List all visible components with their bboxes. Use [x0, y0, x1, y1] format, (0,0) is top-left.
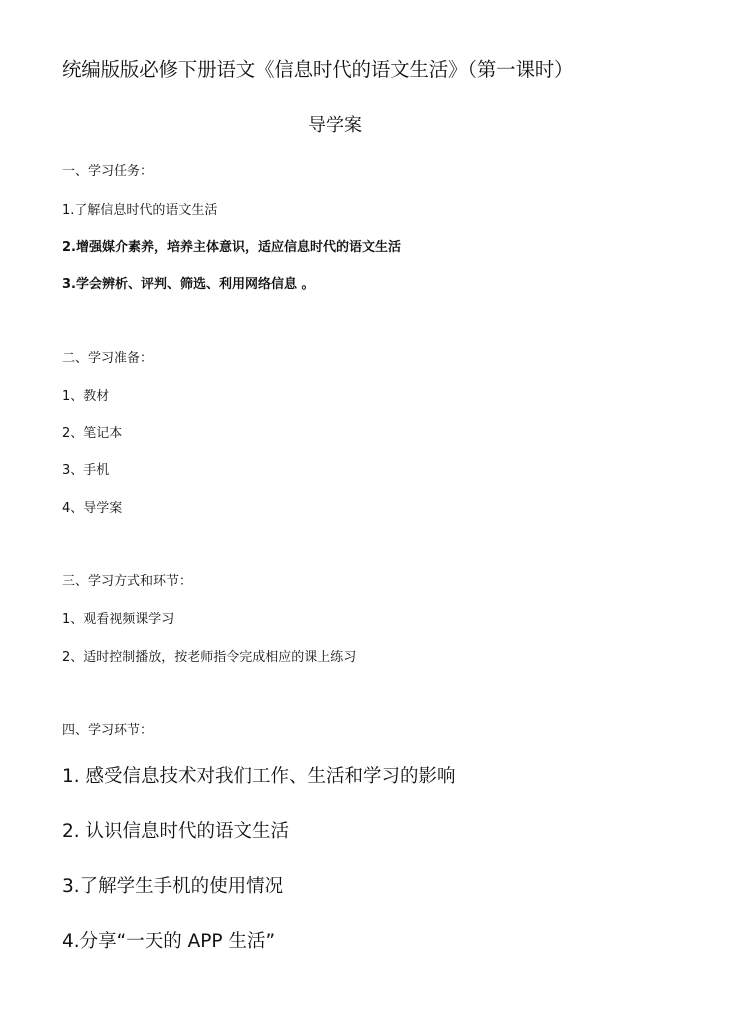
step-item: 2. 认识信息时代的语文生活 — [62, 821, 290, 842]
step-item: 4.分享“一天的 APP 生活” — [62, 931, 276, 952]
step-item: 1. 感受信息技术对我们工作、生活和学习的影响 — [62, 766, 456, 787]
method-item: 1、观看视频课学习 — [62, 612, 175, 627]
method-item: 2、适时控制播放，按老师指令完成相应的课上练习 — [62, 650, 357, 665]
preparation-item: 2、笔记本 — [62, 426, 123, 441]
document-title: 统编版版必修下册语文《信息时代的语文生活》（第一课时） — [62, 58, 574, 81]
section-heading-tasks: 一、学习任务： — [62, 164, 154, 179]
preparation-item: 1、教材 — [62, 389, 110, 404]
section-heading-methods: 三、学习方式和环节： — [62, 574, 193, 589]
preparation-item: 4、导学案 — [62, 501, 123, 516]
step-item: 3.了解学生手机的使用情况 — [62, 876, 284, 897]
preparation-item: 3、手机 — [62, 463, 110, 478]
section-heading-steps: 四、学习环节： — [62, 723, 154, 738]
task-item: 2.增强媒介素养，培养主体意识，适应信息时代的语文生活 — [62, 240, 401, 255]
document-subtitle: 导学案 — [308, 115, 362, 136]
task-item: 3.学会辨析、评判、筛选、利用网络信息 。 — [62, 277, 315, 292]
task-item: 1.了解信息时代的语文生活 — [62, 203, 218, 218]
section-heading-preparation: 二、学习准备： — [62, 351, 154, 366]
